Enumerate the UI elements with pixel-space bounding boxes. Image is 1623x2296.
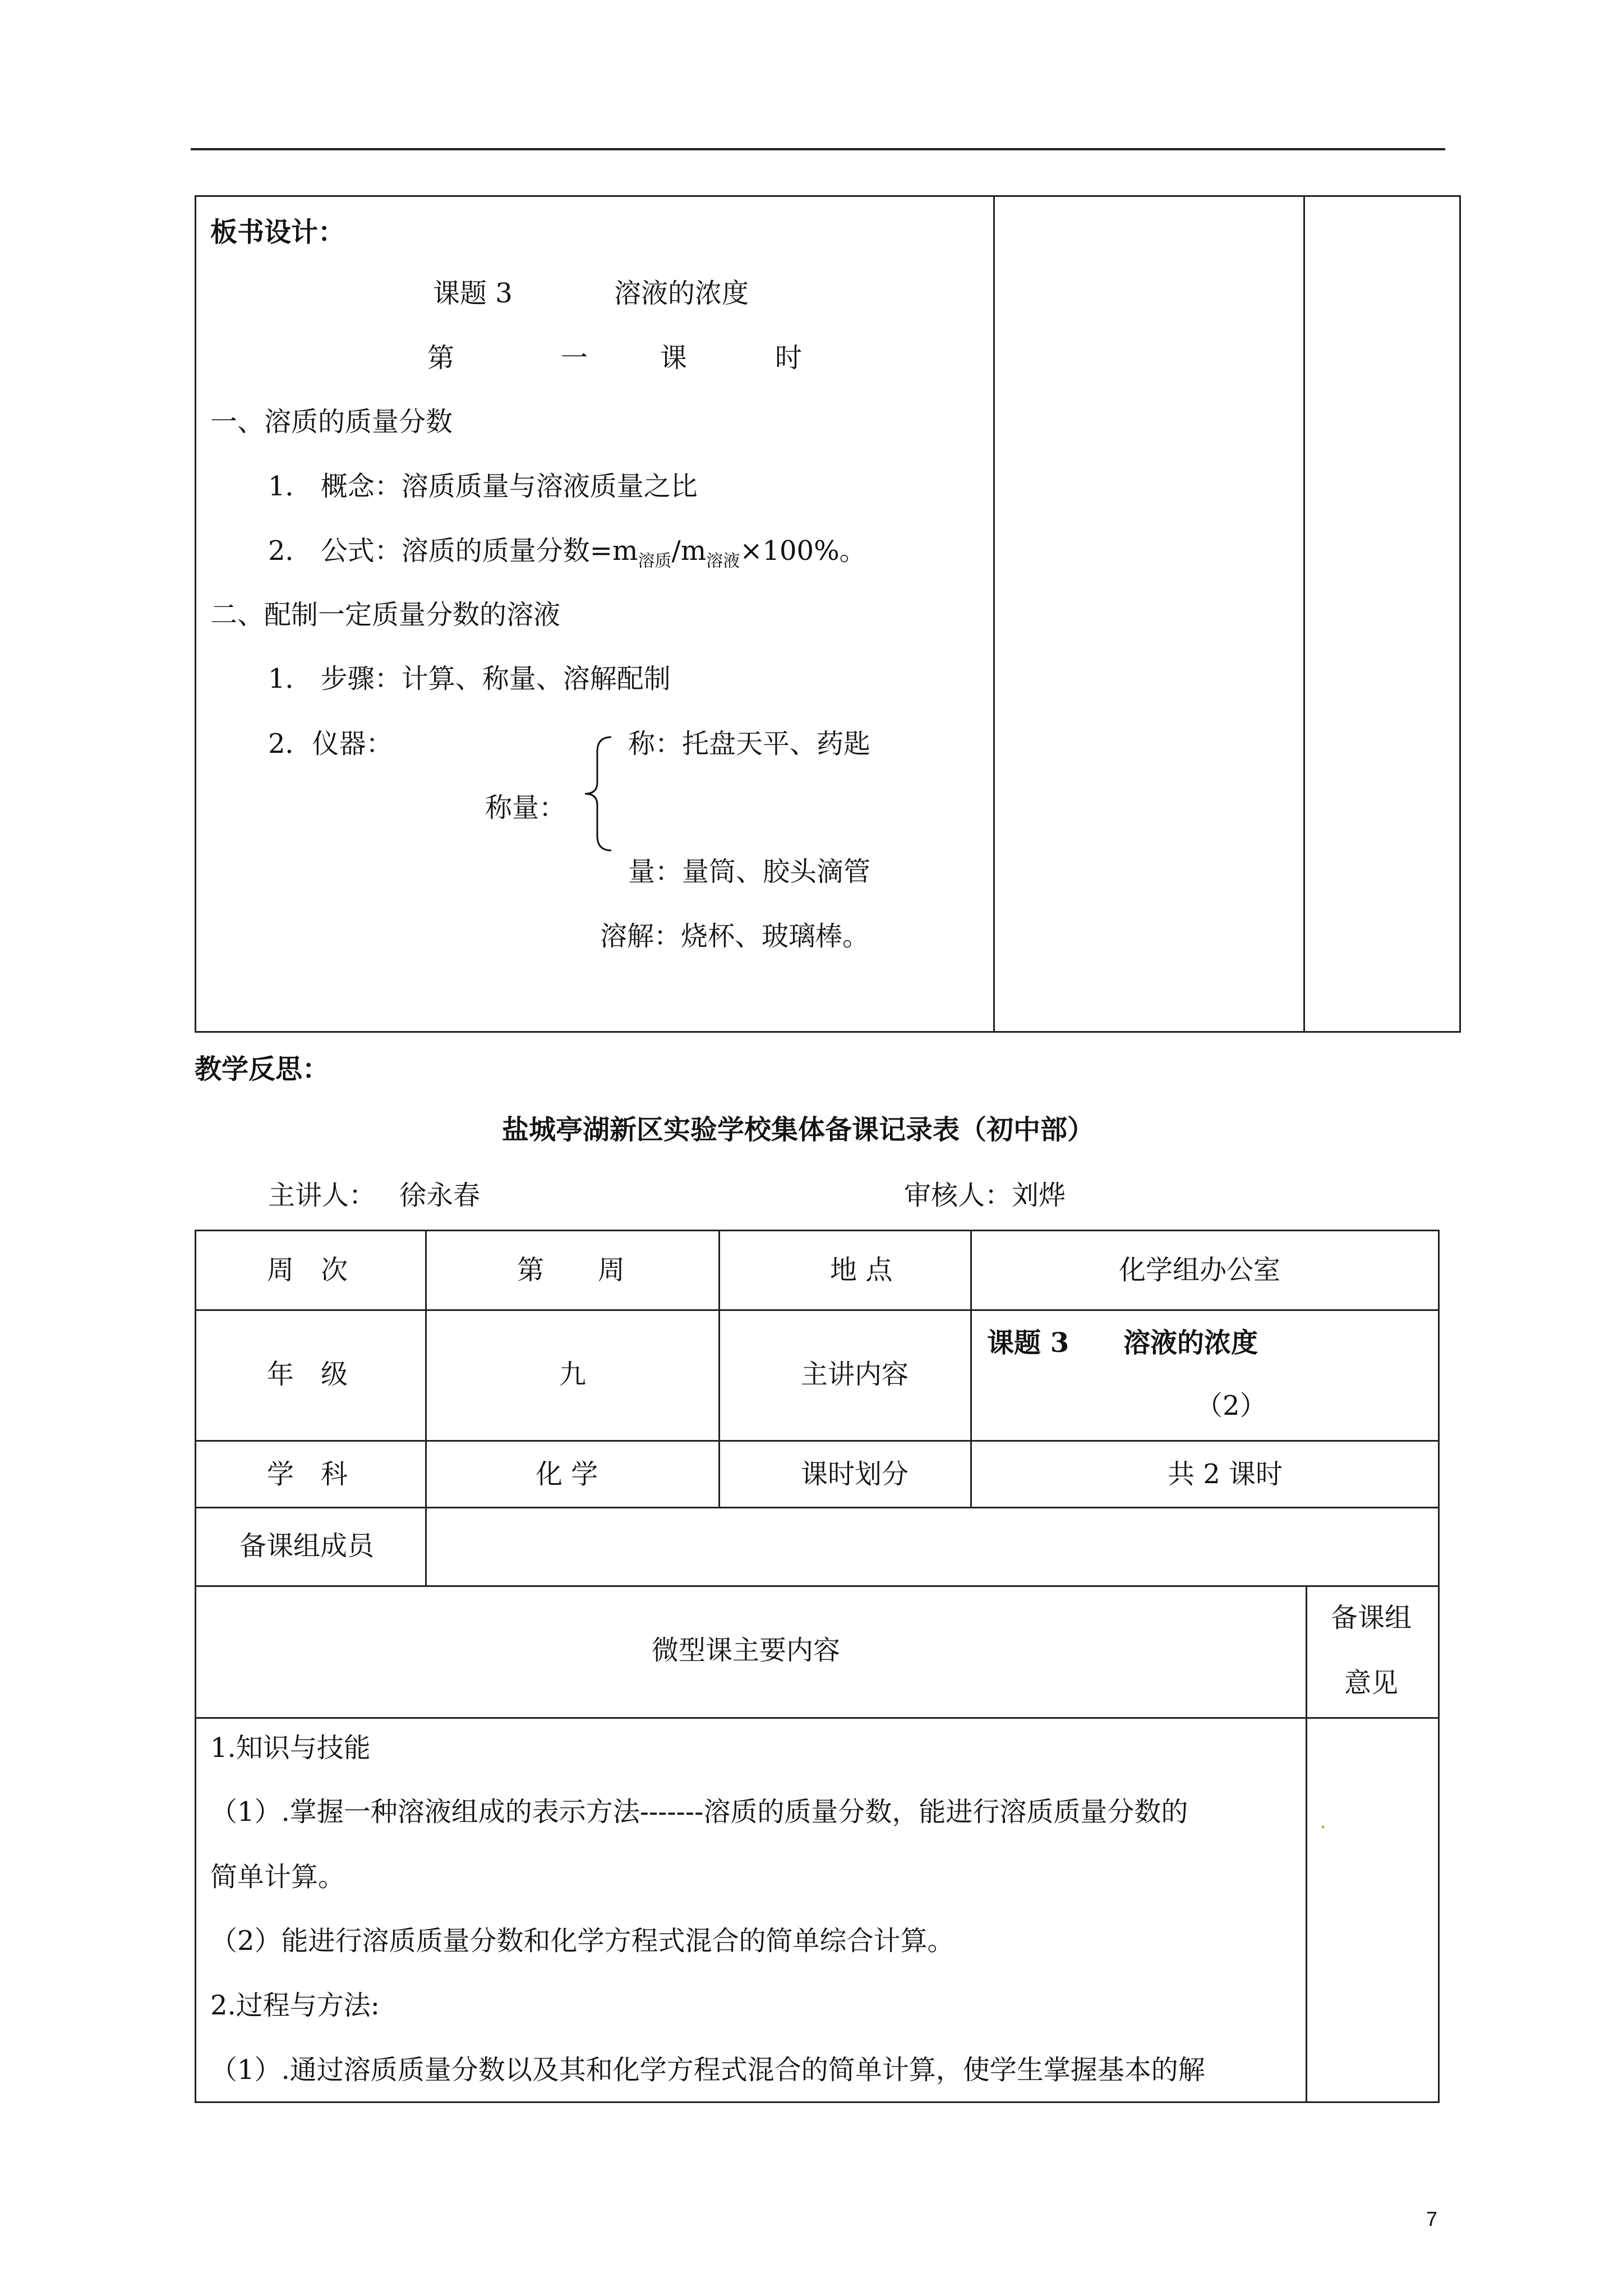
content-label: 主讲内容 <box>801 1359 909 1390</box>
body-line: （1）.掌握一种溶液组成的表示方法-------溶质的质量分数，能进行溶质质量分数的 <box>210 1796 1188 1828</box>
content-topic: 课题 3 <box>987 1327 1069 1359</box>
board-period-char: 第 <box>427 342 455 374</box>
grade-label: 年 级 <box>267 1359 348 1390</box>
stray-mark <box>1322 1826 1324 1828</box>
board-formula: 2． 公式：溶质的质量分数$=m_{溶质}/m_{溶液}\times 100\%$。 <box>268 535 866 571</box>
location-label: 地 点 <box>830 1254 893 1286</box>
speaker-label: 主讲人： <box>268 1180 376 1211</box>
content-topic-name: 溶液的浓度 <box>1123 1327 1258 1359</box>
body-line: 2.过程与方法: <box>210 1990 380 2021</box>
opinion-label-line-1: 备课组 <box>1331 1602 1412 1634</box>
board-topic: 课题 3 <box>433 278 513 309</box>
curly-brace-icon <box>580 735 614 853</box>
hours-label: 课时划分 <box>801 1458 909 1490</box>
reviewer: 审核人：刘烨 <box>904 1180 1066 1211</box>
board-period-char: 一 <box>561 342 588 374</box>
members-label: 备课组成员 <box>239 1530 375 1562</box>
body-line: 简单计算。 <box>210 1861 345 1893</box>
board-steps: 1． 步骤：计算、称量、溶解配制 <box>268 663 671 694</box>
week-value: 第 周 <box>517 1254 625 1286</box>
hours-value: 共 2 课时 <box>1168 1458 1283 1490</box>
content-part: （2） <box>1196 1390 1267 1421</box>
location-value: 化学组办公室 <box>1119 1254 1281 1286</box>
week-label: 周 次 <box>267 1254 348 1286</box>
speaker-name: 徐永春 <box>399 1180 481 1211</box>
record-title: 盐城亭湖新区实验学校集体备课记录表（初中部） <box>502 1114 1095 1145</box>
header-rule <box>191 148 1445 150</box>
body-line: （1）.通过溶质质量分数以及其和化学方程式混合的简单计算，使学生掌握基本的解 <box>210 2054 1205 2086</box>
board-weigh-line-2: 量：量筒、胶头滴管 <box>628 856 871 887</box>
opinion-label-line-2: 意见 <box>1344 1667 1399 1699</box>
board-period-char: 课 <box>660 342 688 374</box>
body-line: （2）能进行溶质质量分数和化学方程式混合的简单综合计算。 <box>210 1925 955 1957</box>
grade-value: 九 <box>559 1359 587 1390</box>
board-heading: 板书设计： <box>210 217 345 248</box>
page-number: 7 <box>1426 2207 1438 2230</box>
body-line: 1.知识与技能 <box>210 1732 371 1764</box>
board-weigh-label: 称量： <box>485 792 566 823</box>
main-content-label: 微型课主要内容 <box>652 1635 841 1666</box>
subject-value: 化 学 <box>536 1458 598 1490</box>
subject-label: 学 科 <box>267 1458 348 1490</box>
reflection-label: 教学反思： <box>195 1053 330 1085</box>
board-section-1: 一、溶质的质量分数 <box>210 406 453 438</box>
board-period-char: 时 <box>775 342 803 374</box>
board-concept: 1． 概念：溶质质量与溶液质量之比 <box>268 471 698 502</box>
board-dissolve-line: 溶解：烧杯、玻璃棒。 <box>600 921 870 952</box>
board-topic-name: 溶液的浓度 <box>614 278 749 309</box>
board-section-2: 二、配制一定质量分数的溶液 <box>210 599 561 631</box>
board-weigh-line-1: 称：托盘天平、药匙 <box>628 728 871 760</box>
board-instruments: 2．仪器： <box>268 728 393 760</box>
